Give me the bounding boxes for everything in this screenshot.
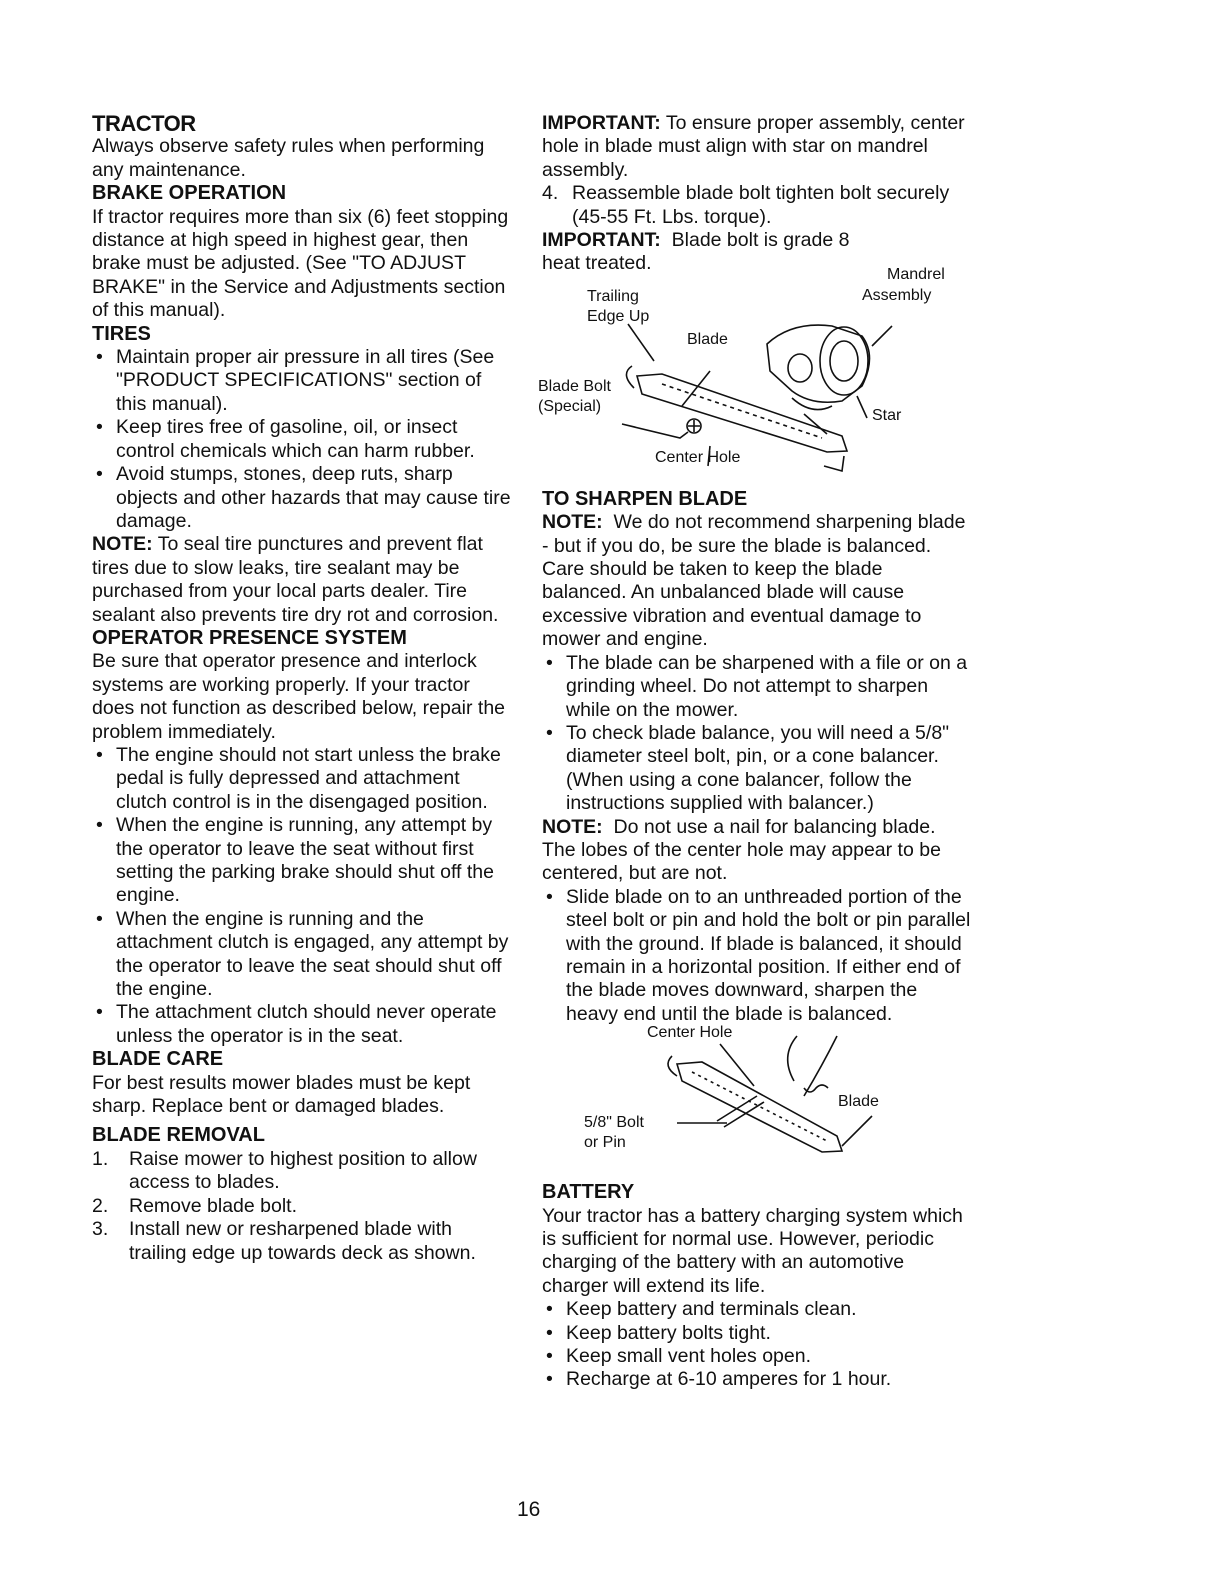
- brake-operation-text: If tractor requires more than six (6) feet stopping distance at high speed in highest gear, then brake must be adjusted. (See "TO ADJUST BRAKE" in the Service and Adjustments section of this manual).: [92, 205, 509, 322]
- sharpen-note: NOTE: We do not recommend sharpening blade - but if you do, be sure the blade is balanced.: [542, 511, 966, 557]
- special-label: (Special): [538, 397, 602, 415]
- tractor-heading: TRACTOR: [92, 111, 196, 136]
- page-number: 16: [517, 1498, 541, 1521]
- center-hole-label: Center Hole: [647, 1024, 733, 1042]
- list-item: • Maintain proper air pressure in all tires (See "PRODUCT SPECIFICATIONS" section of this manual).: [92, 346, 512, 416]
- battery-heading: BATTERY: [542, 1181, 635, 1204]
- brake-operation-heading: BRAKE OPERATION: [92, 182, 287, 205]
- tires-heading: TIRES: [92, 322, 151, 345]
- blade-balance-illustration: [542, 1026, 972, 1181]
- list-item: • When the engine is running, any attempt by the operator to leave the seat without first setting the parking brake should shut off the engine.: [92, 814, 512, 908]
- blade-bolt-label: Blade Bolt: [538, 377, 611, 395]
- list-item: • Keep battery bolts tight.: [542, 1322, 972, 1345]
- list-item: 3. Install new or resharpened blade with trailing edge up towards deck as shown.: [92, 1218, 476, 1264]
- blade-removal-heading: BLADE REMOVAL: [92, 1124, 265, 1147]
- edge-up-label: Edge Up: [587, 307, 650, 325]
- list-item: 2. Remove blade bolt.: [92, 1194, 298, 1217]
- list-item: • The engine should not start unless the brake pedal is fully depressed and attachment clutch control is in the disengaged position.: [92, 744, 512, 814]
- left-column: [92, 112, 512, 1265]
- list-item: • Slide blade on to an unthreaded portion of the steel bolt or pin and hold the bolt or pin parallel with the ground. If blade is balanced, it should remain in a horizontal position. If either end of the blade moves downward, sharpen the heavy end until the blade is balanced.: [542, 886, 972, 1026]
- list-item: • Keep small vent holes open.: [542, 1345, 972, 1368]
- list-item: • Recharge at 6-10 amperes for 1 hour.: [542, 1368, 972, 1391]
- important-bolt-note: IMPORTANT: Blade bolt is grade 8 heat treated.: [542, 229, 850, 275]
- important-assembly-note: IMPORTANT: To ensure proper assembly, center hole in blade must align with star on mandrel assembly.: [542, 112, 965, 181]
- list-item: • Keep battery and terminals clean.: [542, 1298, 972, 1321]
- list-item: • The blade can be sharpened with a file or on a grinding wheel. Do not attempt to sharpen while on the mower.: [542, 652, 972, 722]
- sharpen-text: Care should be taken to keep the blade balanced. An unbalanced blade will cause excessive vibration and eventual damage to mower and engine.: [542, 558, 922, 651]
- or-pin-label: or Pin: [584, 1134, 626, 1152]
- operator-presence-heading: OPERATOR PRESENCE SYSTEM: [92, 626, 407, 649]
- tires-list: [92, 346, 512, 533]
- blade-care-heading: BLADE CARE: [92, 1048, 224, 1071]
- star-label: Star: [872, 406, 902, 424]
- blade-care-text: For best results mower blades must be kept sharp. Replace bent or damaged blades.: [92, 1071, 471, 1118]
- tires-note: [92, 533, 512, 627]
- nail-note: NOTE: Do not use a nail for balancing blade. The lobes of the center hole may appear to be centered, but are not.: [542, 815, 941, 885]
- list-item: 1. Raise mower to highest position to allow access to blades.: [92, 1147, 477, 1194]
- blade-label: Blade: [687, 330, 728, 348]
- operator-presence-text: Be sure that operator presence and interlock systems are working properly. If your tractor does not function as described below, repair the problem immediately.: [92, 650, 506, 743]
- list-item: • To check blade balance, you will need a 5/8" diameter steel bolt, pin, or a cone balancer. (When using a cone balancer, follow the instructions supplied with balancer.): [542, 722, 972, 816]
- center-hole-label: Center Hole: [655, 448, 741, 466]
- operator-presence-list: [92, 744, 512, 1048]
- trailing-label: Trailing: [587, 287, 639, 305]
- assembly-label: Assembly: [862, 286, 932, 304]
- list-item: • Keep tires free of gasoline, oil, or insect control chemicals which can harm rubber.: [92, 416, 512, 463]
- tractor-text: Always observe safety rules when performing any maintenance.: [92, 135, 485, 181]
- note-label: NOTE:: [92, 533, 153, 556]
- blade-label: Blade: [838, 1093, 879, 1111]
- right-column: [538, 112, 972, 1392]
- bolt-label: 5/8" Bolt: [584, 1114, 644, 1132]
- blade-balance-diagram: [542, 1026, 972, 1181]
- mandrel-label: Mandrel: [887, 265, 945, 283]
- sharpen-blade-heading: TO SHARPEN BLADE: [542, 487, 748, 510]
- sharpen-list: [542, 652, 972, 816]
- battery-list: [542, 1298, 972, 1392]
- list-item: • When the engine is running and the attachment clutch is engaged, any attempt by the operator to leave the seat should shut off the engine.: [92, 908, 512, 1002]
- list-item: 4. Reassemble blade bolt tighten bolt securely (45-55 Ft. Lbs. torque).: [542, 182, 950, 228]
- balance-list: [542, 886, 972, 1026]
- blade-assembly-diagram: [538, 265, 972, 488]
- blade-removal-steps: [92, 1148, 512, 1265]
- list-item: • The attachment clutch should never operate unless the operator is in the seat.: [92, 1001, 512, 1048]
- battery-text: Your tractor has a battery charging system which is sufficient for normal use. However, periodic charging of the battery with an automotive charger will extend its life.: [542, 1204, 963, 1297]
- list-item: • Avoid stumps, stones, deep ruts, sharp objects and other hazards that may cause tire damage.: [92, 463, 512, 533]
- note-text: To seal tire punctures and prevent flat tires due to slow leaks, tire sealant may be purchased from your local parts dealer. Tire sealant also prevents tire dry rot and corrosion.: [92, 533, 499, 626]
